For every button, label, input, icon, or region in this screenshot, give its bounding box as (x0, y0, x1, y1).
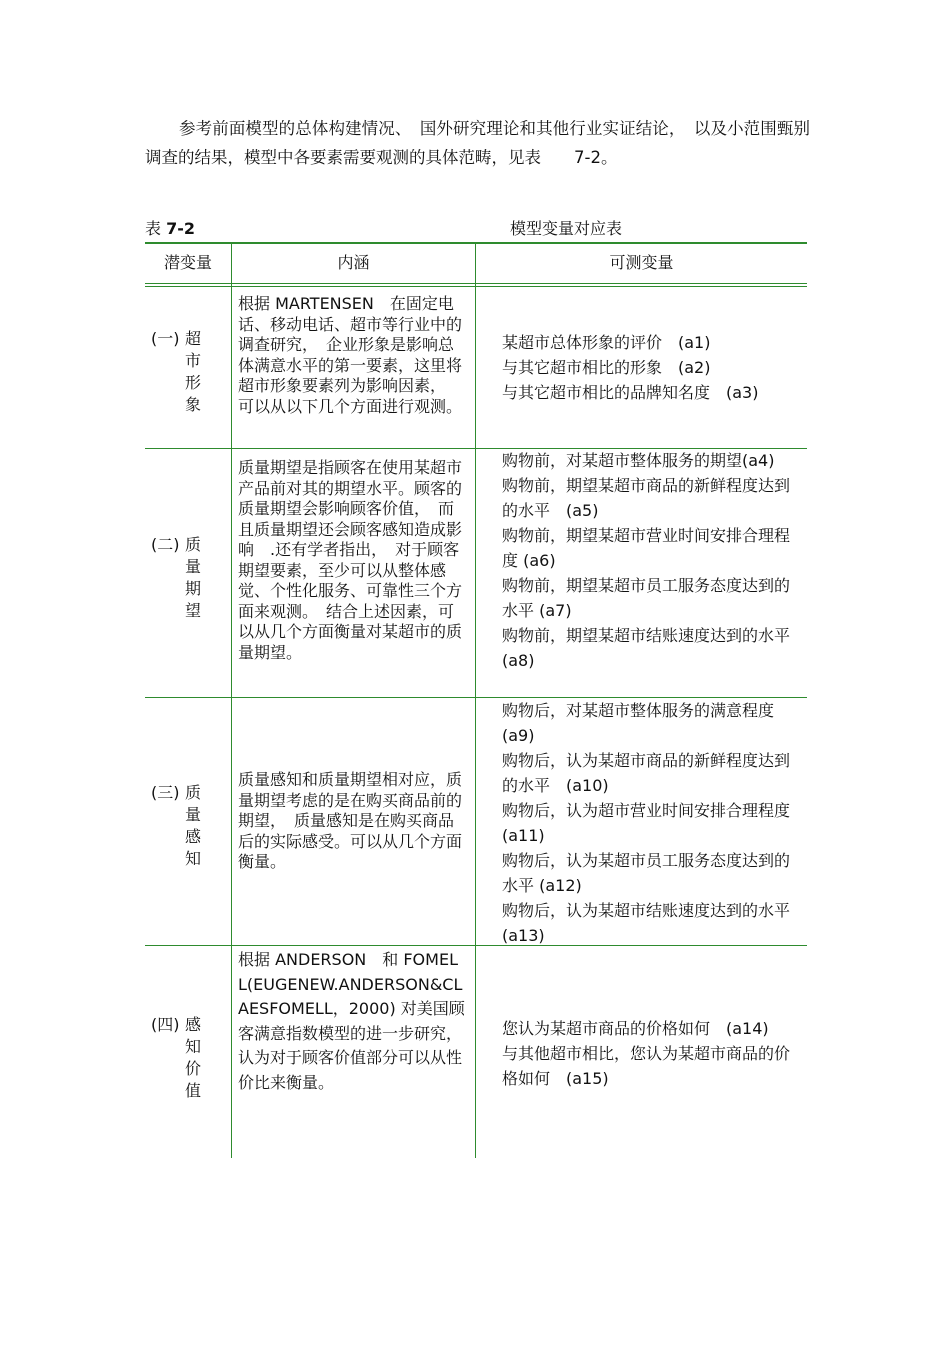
content-cell-4: 根据 ANDERSON 和 FOMELL(EUGENEW.ANDERSON&CLAESFOMELL，2000) 对美国顾客满意指数模型的进一步研究，认为对于顾客价值部分可以从性价比来衡量。 (238, 950, 465, 1092)
measure-item: 购物后，认为超市营业时间安排合理程度 (a11) (502, 801, 791, 845)
latent-name: 感知价值 (185, 1015, 202, 1100)
measure-item: 购物前，对某超市整体服务的期望(a4) (502, 451, 775, 470)
measure-item: 购物前，期望某超市员工服务态度达到的水平 (a7) (502, 576, 791, 620)
header-latent: 潜变量 (163, 253, 212, 272)
content-cell-3: 质量感知和质量期望相对应，质量期望考虑的是在购买商品前的期望， 质量感知是在购买商品后的实际感受。可以从几个方面衡量。 (238, 770, 463, 871)
measures-cell-4 (502, 1016, 802, 1091)
latent-number: (四) (151, 1015, 180, 1034)
content-cell-1: 根据 MARTENSEN 在固定电话、移动电话、超市等行业中的调查研究， 企业形象是影响总体满意水平的第一要素，这里将超市形象要素列为影响因素， 可以从以下几个方面进行观测。 (238, 294, 463, 416)
intro-paragraph: 参考前面模型的总体构建情况、 国外研究理论和其他行业实证结论， 以及小范围甄别调查的结果，模型中各要素需要观测的具体范畴，见表 7-2。 (145, 119, 810, 167)
measure-item: 某超市总体形象的评价 (a1) (502, 333, 711, 352)
measure-item: 购物前，期望某超市营业时间安排合理程度 (a6) (502, 526, 791, 570)
latent-name: 质量感知 (185, 783, 202, 868)
latent-number: (三) (151, 783, 180, 802)
measure-item: 购物前，期望某超市商品的新鲜程度达到的水平 (a5) (502, 476, 791, 520)
caption-number: 7-2 (166, 219, 195, 238)
table-caption-title: 模型变量对应表 (510, 219, 623, 238)
measure-item: 购物后，认为某超市员工服务态度达到的水平 (a12) (502, 851, 791, 895)
measure-item: 购物前，期望某超市结账速度达到的水平 (a8) (502, 626, 791, 670)
measure-item: 购物后，认为某超市商品的新鲜程度达到的水平 (a10) (502, 751, 791, 795)
measure-item: 与其它超市相比的品牌知名度 (a3) (502, 383, 759, 402)
latent-number: (二) (151, 535, 180, 554)
measures-cell-2 (502, 448, 802, 673)
latent-variable-4 (151, 1014, 231, 1102)
header-rule-2 (145, 286, 807, 287)
caption-prefix: 表 (145, 219, 167, 238)
header-content: 内涵 (337, 253, 370, 272)
measure-item: 您认为某超市商品的价格如何 (a14) (502, 1019, 769, 1038)
latent-variable-3 (151, 782, 231, 870)
latent-name: 质量期望 (185, 535, 202, 620)
content-cell-2: 质量期望是指顾客在使用某超市产品前对其的期望水平。顾客的质量期望会影响顾客价值， 而且质量期望还会顾客感知造成影响 .还有学者指出， 对于顾客期望要素，至少可以从整体感觉、个性化服务、可靠性三个方面来观测。 结合上述因素，可以从几个方面衡量对某超市的质量期望。 (238, 458, 463, 662)
latent-name: 超市形象 (185, 329, 202, 414)
latent-variable-1 (151, 328, 231, 416)
measure-item: 与其他超市相比，您认为某超市商品的价格如何 (a15) (502, 1044, 791, 1088)
latent-number: (一) (151, 329, 180, 348)
measure-item: 购物后，对某超市整体服务的满意程度 (a9) (502, 701, 775, 745)
column-rule-1 (231, 242, 232, 1158)
latent-variable-2 (151, 534, 231, 622)
measure-item: 购物后，认为某超市结账速度达到的水平 (a13) (502, 901, 791, 945)
measures-cell-1 (502, 330, 802, 405)
table-caption-number (145, 217, 195, 241)
variable-table (145, 242, 807, 1158)
measures-cell-3 (502, 698, 802, 948)
measure-item: 与其它超市相比的形象 (a2) (502, 358, 711, 377)
column-rule-2 (475, 242, 476, 1158)
header-measures: 可测变量 (609, 253, 674, 272)
